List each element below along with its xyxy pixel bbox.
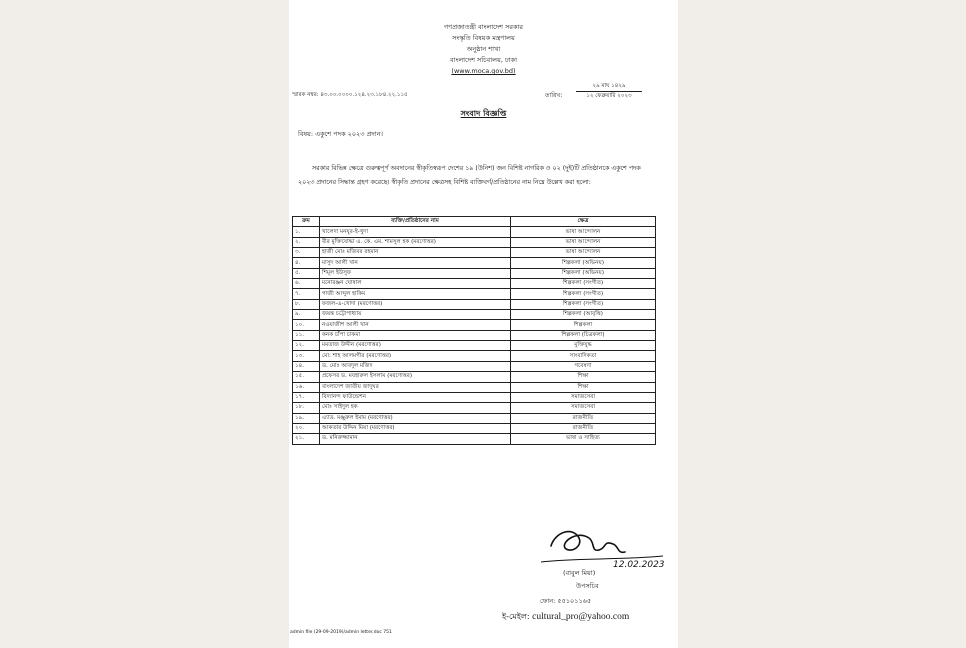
table-row bbox=[293, 299, 656, 309]
table-row bbox=[293, 423, 656, 433]
table-row bbox=[293, 372, 656, 382]
name-cell: শিমূল ইউসুফ bbox=[320, 268, 511, 278]
name-cell: ড. মোঃ আবদুল মজিদ bbox=[320, 361, 511, 371]
table-header-row bbox=[293, 217, 656, 227]
name-cell: বাংলাদেশ জাতীয় জাদুঘর bbox=[320, 382, 511, 392]
field-cell: মুক্তিযুদ্ধ bbox=[511, 341, 656, 351]
field-cell: ভাষা আন্দোলন bbox=[511, 227, 656, 237]
field-cell: শিল্পকলা (অভিনয়) bbox=[511, 258, 656, 268]
serial-cell: ৯. bbox=[293, 310, 320, 320]
field-cell: শিল্পকলা bbox=[511, 320, 656, 330]
table-row bbox=[293, 227, 656, 237]
date-block bbox=[576, 82, 642, 101]
email-line bbox=[502, 611, 629, 624]
field-cell: শিল্পকলা (সংগীত) bbox=[511, 299, 656, 309]
serial-cell: ১১. bbox=[293, 330, 320, 340]
field-cell: সমাজসেবা bbox=[511, 403, 656, 413]
memo-number: স্মারক নম্বর: ৪৩.০০.০০০০.১২৪.২৩.১৮৪.২২.১১৫ bbox=[292, 92, 408, 98]
document-title: সংবাদ বিজ্ঞপ্তি bbox=[460, 109, 507, 118]
table-row bbox=[293, 361, 656, 371]
field-cell: শিল্পকলা (চিত্রকলা) bbox=[511, 330, 656, 340]
field-cell: রাজনীতি bbox=[511, 413, 656, 423]
field-cell: শিক্ষা bbox=[511, 382, 656, 392]
serial-cell: ৫. bbox=[293, 268, 320, 278]
name-cell: হাজী মোঃ মজিবর রহমান bbox=[320, 248, 511, 258]
serial-cell: ২১. bbox=[293, 434, 320, 444]
field-cell: ভাষা আন্দোলন bbox=[511, 237, 656, 247]
field-cell: শিল্পকলা (আবৃত্তি) bbox=[511, 310, 656, 320]
date-english: ১২ ফেব্রুয়ারি ২০২৩ bbox=[586, 93, 632, 99]
field-cell: ভাষা ও সাহিত্য bbox=[511, 434, 656, 444]
field-cell: ভাষা আন্দোলন bbox=[511, 248, 656, 258]
ministry-website: (www.moca.gov.bd) bbox=[451, 67, 516, 75]
col-serial-header: ক্রম bbox=[293, 217, 320, 227]
name-cell: ফজল-এ-খোদা (মরণোত্তর) bbox=[320, 299, 511, 309]
table-row bbox=[293, 258, 656, 268]
name-cell: বীর মুক্তিযোদ্ধা এ. কে. এম. শামসুল হক (মরণোত্তর) bbox=[320, 237, 511, 247]
file-path-footer: admin file (29-09-2019)/admin letter.doc 751 bbox=[290, 630, 392, 635]
email-label: ই-মেইল: bbox=[502, 612, 533, 621]
letterhead-line-4: বাংলাদেশ সচিবালয়, ঢাকা bbox=[450, 56, 517, 64]
serial-cell: ১৮. bbox=[293, 403, 320, 413]
awardee-table bbox=[292, 216, 656, 445]
table-row bbox=[293, 413, 656, 423]
table-row bbox=[293, 382, 656, 392]
name-cell: মনোরঞ্জন ঘোষাল bbox=[320, 279, 511, 289]
signature-date: 12.02.2023 bbox=[613, 560, 665, 570]
field-cell: শিল্পকলা (অভিনয়) bbox=[511, 268, 656, 278]
letterhead bbox=[289, 22, 678, 77]
subject-line: বিষয়: একুশে পদক ২০২৩ প্রদান। bbox=[298, 130, 383, 138]
signatory-name: (বাবুল মিয়া) bbox=[563, 569, 596, 577]
date-label: তারিখ: bbox=[545, 92, 563, 99]
serial-cell: ১৩. bbox=[293, 351, 320, 361]
serial-cell: ১৭. bbox=[293, 392, 320, 402]
field-cell: সাংবাদিকতা bbox=[511, 351, 656, 361]
serial-cell: ১৬. bbox=[293, 382, 320, 392]
name-cell: গাজী আব্দুল হাকিম bbox=[320, 289, 511, 299]
serial-cell: ১৪. bbox=[293, 361, 320, 371]
table-row bbox=[293, 237, 656, 247]
serial-cell: ৮. bbox=[293, 299, 320, 309]
serial-cell: ৭. bbox=[293, 289, 320, 299]
table-row bbox=[293, 392, 656, 402]
serial-cell: ৬. bbox=[293, 279, 320, 289]
name-cell: এ্যাড. মঞ্জুরুল ইমাম (মরণোত্তর) bbox=[320, 413, 511, 423]
table-row bbox=[293, 289, 656, 299]
letterhead-line-3: অনুষ্ঠান শাখা bbox=[466, 45, 501, 53]
table-row bbox=[293, 351, 656, 361]
table-row bbox=[293, 310, 656, 320]
name-cell: প্রফেসর ড. মযহারুল ইসলাম (মরণোত্তর) bbox=[320, 372, 511, 382]
body-paragraph: সরকার বিভিন্ন ক্ষেত্রে গুরুত্বপূর্ণ অবদানের স্বীকৃতিস্বরূপ দেশের ১৯ (উনিশ) জন বিশিষ্ট নাগরিক ও ০২ (দুই)টি প্রতিষ্ঠানকে একুশে পদক ২০২৩ প্রদানের সিদ্ধান্ত গ্রহণ করেছে। স্বীকৃতি প্রদানের ক্ষেত্রসহ বিশিষ্ট ব্যক্তিবর্গ/প্রতিষ্ঠানের নাম নিম্নে উল্লেখ করা হলো: bbox=[298, 165, 641, 186]
field-cell: শিল্পকলা (সংগীত) bbox=[511, 279, 656, 289]
table-row bbox=[293, 268, 656, 278]
signature-mark bbox=[533, 512, 673, 572]
name-cell: মমতাজ উদ্দীন (মরণোত্তর) bbox=[320, 341, 511, 351]
phone-number: ফোন: ৫৫১০১১৬৫ bbox=[540, 597, 592, 605]
table-row bbox=[293, 330, 656, 340]
name-cell: মাসুদ আলী খান bbox=[320, 258, 511, 268]
name-cell: কনক চাঁপা চাকমা bbox=[320, 330, 511, 340]
letterhead-line-1: গণপ্রজাতন্ত্রী বাংলাদেশ সরকার bbox=[444, 23, 523, 31]
field-cell: শিক্ষা bbox=[511, 372, 656, 382]
serial-cell: ৩. bbox=[293, 248, 320, 258]
name-cell: বিদ্যানন্দ ফাউন্ডেশন bbox=[320, 392, 511, 402]
serial-cell: ১৫. bbox=[293, 372, 320, 382]
serial-cell: ১০. bbox=[293, 320, 320, 330]
col-field-header: ক্ষেত্র bbox=[511, 217, 656, 227]
table-row bbox=[293, 434, 656, 444]
press-release-document bbox=[289, 0, 678, 648]
field-cell: রাজনীতি bbox=[511, 423, 656, 433]
email-address: cultural_pro@yahoo.com bbox=[532, 612, 630, 622]
field-cell: শিল্পকলা (সংগীত) bbox=[511, 289, 656, 299]
col-name-header: ব্যক্তি/প্রতিষ্ঠানের নাম bbox=[320, 217, 511, 227]
field-cell: সমাজসেবা bbox=[511, 392, 656, 402]
table-row bbox=[293, 320, 656, 330]
serial-cell: ১৯. bbox=[293, 413, 320, 423]
field-cell: গবেষণা bbox=[511, 361, 656, 371]
name-cell: নওয়াজীশ আলী খান bbox=[320, 320, 511, 330]
name-cell: জয়ন্ত চট্টোপাধ্যায় bbox=[320, 310, 511, 320]
serial-cell: ১. bbox=[293, 227, 320, 237]
name-cell: আকতার উদ্দিন মিয়া (মরণোত্তর) bbox=[320, 423, 511, 433]
serial-cell: ১২. bbox=[293, 341, 320, 351]
signatory-designation: উপসচিব bbox=[576, 582, 599, 590]
serial-cell: ৪. bbox=[293, 258, 320, 268]
name-cell: খালেদা মনযূর-ই-খুদা bbox=[320, 227, 511, 237]
name-cell: মো: শাহ আলমগীর (মরণোত্তর) bbox=[320, 351, 511, 361]
name-cell: ড. মনিরুজ্জামান bbox=[320, 434, 511, 444]
table-row bbox=[293, 403, 656, 413]
serial-cell: ২০. bbox=[293, 423, 320, 433]
table-row bbox=[293, 341, 656, 351]
table-body bbox=[293, 227, 656, 444]
serial-cell: ২. bbox=[293, 237, 320, 247]
letterhead-line-2: সংস্কৃতি বিষয়ক মন্ত্রণালয় bbox=[452, 34, 515, 42]
table-row bbox=[293, 279, 656, 289]
date-bangla: ২৯ মাঘ ১৪২৯ bbox=[576, 82, 642, 92]
table-row bbox=[293, 248, 656, 258]
name-cell: মোঃ সাইদুল হক bbox=[320, 403, 511, 413]
